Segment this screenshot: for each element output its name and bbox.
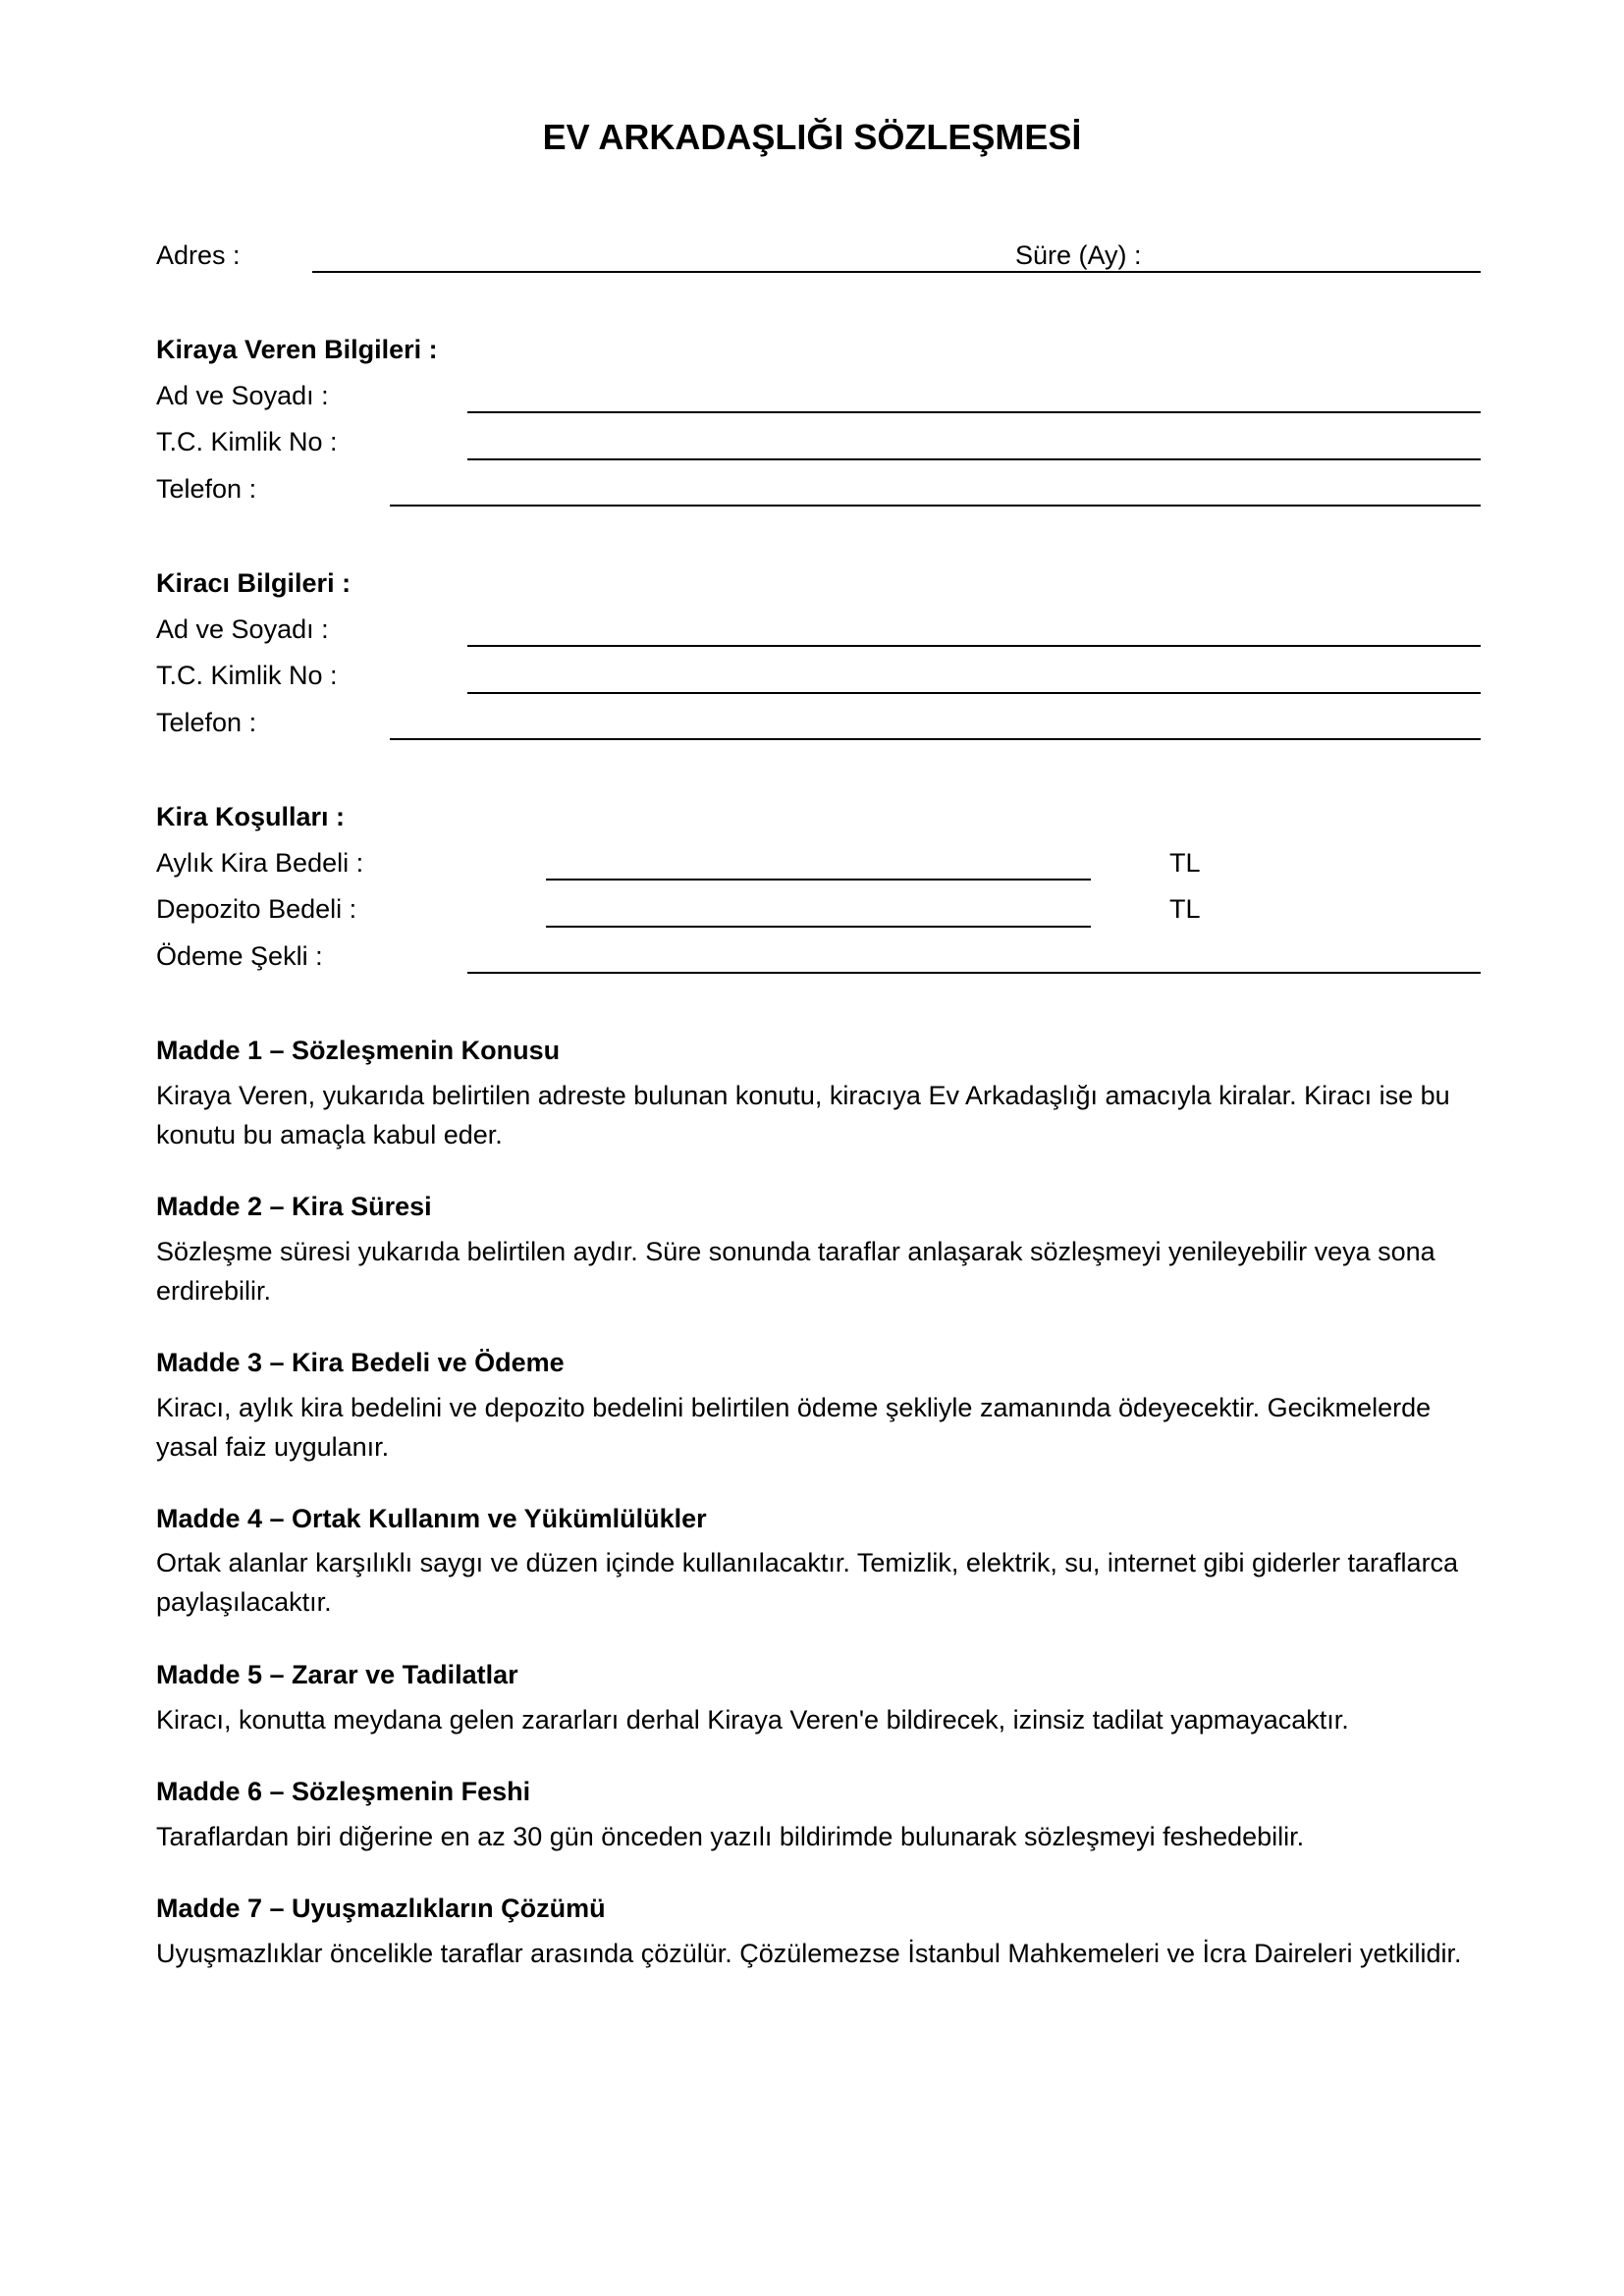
article-1-body: Kiraya Veren, yukarıda belirtilen adreste bulunan konutu, kiracıya Ev Arkadaşlığı amacıyla kiralar. Kiracı ise bu konutu bu amaçla kabul eder.	[156, 1081, 1450, 1149]
article-6-heading: Madde 6 – Sözleşmenin Feshi	[156, 1777, 531, 1806]
article-3-body: Kiracı, aylık kira bedelini ve depozito bedelini belirtilen ödeme şekliyle zamanında ödeyecektir. Gecikmelerde yasal faiz uygulanır.	[156, 1393, 1432, 1462]
landlord-section-heading: Kiraya Veren Bilgileri :	[156, 335, 438, 364]
payment-method-field-line[interactable]	[467, 972, 1481, 974]
tenant-id-field-line[interactable]	[467, 692, 1481, 694]
address-duration-field-line[interactable]	[312, 271, 1481, 273]
monthly-rent-currency: TL	[1169, 848, 1201, 878]
article-5-body: Kiracı, konutta meydana gelen zararları derhal Kiraya Veren'e bildirecek, izinsiz tadilat yapmayacaktır.	[156, 1705, 1349, 1735]
tenant-phone-field-line[interactable]	[390, 738, 1481, 740]
article-2-body: Sözleşme süresi yukarıda belirtilen aydır. Süre sonunda taraflar anlaşarak sözleşmeyi yenileyebilir veya sona erdirebilir.	[156, 1237, 1435, 1306]
landlord-name-field-line[interactable]	[467, 411, 1481, 413]
landlord-id-label: T.C. Kimlik No :	[156, 427, 338, 456]
tenant-phone-label: Telefon :	[156, 708, 257, 737]
duration-label: Süre (Ay) :	[1015, 240, 1142, 270]
article-6-body: Taraflardan biri diğerine en az 30 gün önceden yazılı bildirimde bulunarak sözleşmeyi feshedebilir.	[156, 1822, 1305, 1851]
article-7-heading: Madde 7 – Uyuşmazlıkların Çözümü	[156, 1894, 606, 1923]
landlord-phone-label: Telefon :	[156, 474, 257, 504]
article-2-heading: Madde 2 – Kira Süresi	[156, 1192, 432, 1221]
document-title: EV ARKADAŞLIĞI SÖZLEŞMESİ	[542, 117, 1082, 157]
tenant-id-label: T.C. Kimlik No :	[156, 661, 338, 690]
rent-terms-heading: Kira Koşulları :	[156, 802, 346, 831]
landlord-phone-field-line[interactable]	[390, 505, 1481, 507]
monthly-rent-field-line[interactable]	[546, 879, 1091, 881]
article-3-heading: Madde 3 – Kira Bedeli ve Ödeme	[156, 1348, 565, 1377]
payment-method-label: Ödeme Şekli :	[156, 941, 323, 971]
landlord-id-field-line[interactable]	[467, 458, 1481, 460]
deposit-field-line[interactable]	[546, 926, 1091, 928]
article-1-heading: Madde 1 – Sözleşmenin Konusu	[156, 1036, 561, 1065]
monthly-rent-label: Aylık Kira Bedeli :	[156, 848, 364, 878]
landlord-name-label: Ad ve Soyadı :	[156, 381, 329, 410]
tenant-section-heading: Kiracı Bilgileri :	[156, 568, 352, 598]
tenant-name-label: Ad ve Soyadı :	[156, 614, 329, 644]
article-4-body: Ortak alanlar karşılıklı saygı ve düzen içinde kullanılacaktır. Temizlik, elektrik, su, internet gibi giderler taraflarca paylaşılacaktır.	[156, 1548, 1459, 1617]
address-label: Adres :	[156, 240, 241, 270]
deposit-currency: TL	[1169, 894, 1201, 924]
article-7-body: Uyuşmazlıklar öncelikle taraflar arasında çözülür. Çözülemezse İstanbul Mahkemeleri ve İcra Daireleri yetkilidir.	[156, 1939, 1462, 1968]
tenant-name-field-line[interactable]	[467, 645, 1481, 647]
article-4-heading: Madde 4 – Ortak Kullanım ve Yükümlülükler	[156, 1504, 707, 1533]
article-5-heading: Madde 5 – Zarar ve Tadilatlar	[156, 1660, 518, 1689]
deposit-label: Depozito Bedeli :	[156, 894, 357, 924]
